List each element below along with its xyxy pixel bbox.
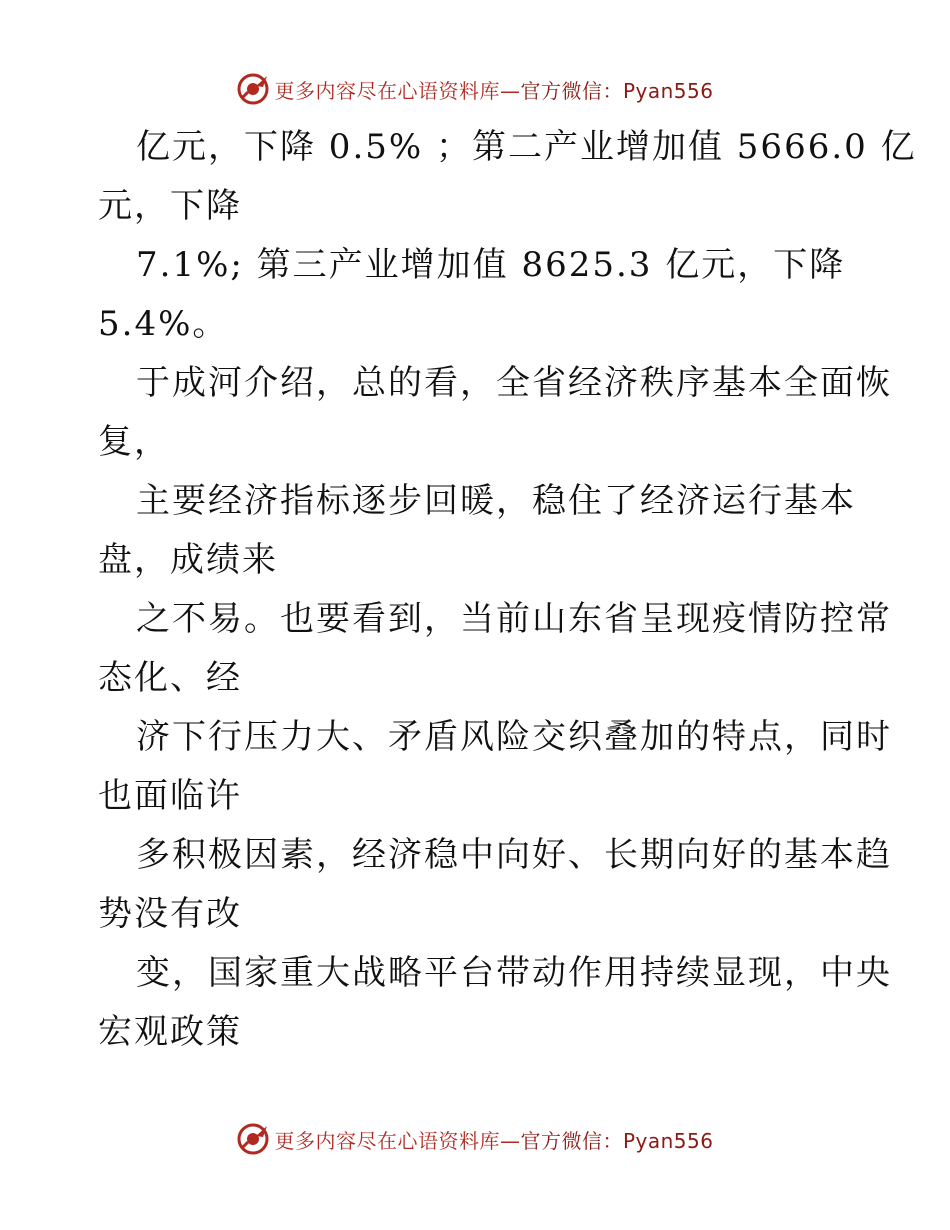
body-line: 也面临许 [98,776,242,816]
body-line: 变，国家重大战略平台带动作用持续显现，中央 [136,953,892,993]
brand-logo-icon [236,1122,270,1156]
footer-watermark-wechat: 官方微信：Pyan556 [520,1128,714,1153]
body-line: 7.1%; 第三产业增加值 8625.3 亿元，下降 [136,245,846,285]
header-watermark-wechat: 官方微信：Pyan556 [520,78,714,103]
header-watermark-banner [0,69,950,109]
body-line: 复， [98,422,170,462]
body-line: 主要经济指标逐步回暖，稳住了经济运行基本 [136,481,856,521]
body-line: 之不易。也要看到，当前山东省呈现疫情防控常 [136,599,892,639]
body-line: 多积极因素，经济稳中向好、长期向好的基本趋 [136,835,892,875]
header-watermark-text [274,75,713,104]
footer-watermark-slogan: 更多内容尽在心语资料库— [274,1128,521,1153]
header-watermark-slogan: 更多内容尽在心语资料库— [274,78,521,103]
footer-watermark-text [274,1125,713,1154]
body-line: 宏观政策 [98,1012,242,1052]
footer-watermark-banner [0,1119,950,1159]
body-line: 元，下降 [98,186,242,226]
brand-logo-icon [236,72,270,106]
document-body [98,118,917,1062]
body-line: 于成河介绍，总的看，全省经济秩序基本全面恢 [136,363,892,403]
body-line: 态化、经 [98,658,242,698]
body-line: 济下行压力大、矛盾风险交织叠加的特点，同时 [136,717,892,757]
body-line: 5.4%。 [98,304,229,344]
body-line: 亿元，下降 0.5% ；第二产业增加值 5666.0 亿 [136,127,917,167]
body-line: 盘，成绩来 [98,540,278,580]
body-line: 势没有改 [98,894,242,934]
